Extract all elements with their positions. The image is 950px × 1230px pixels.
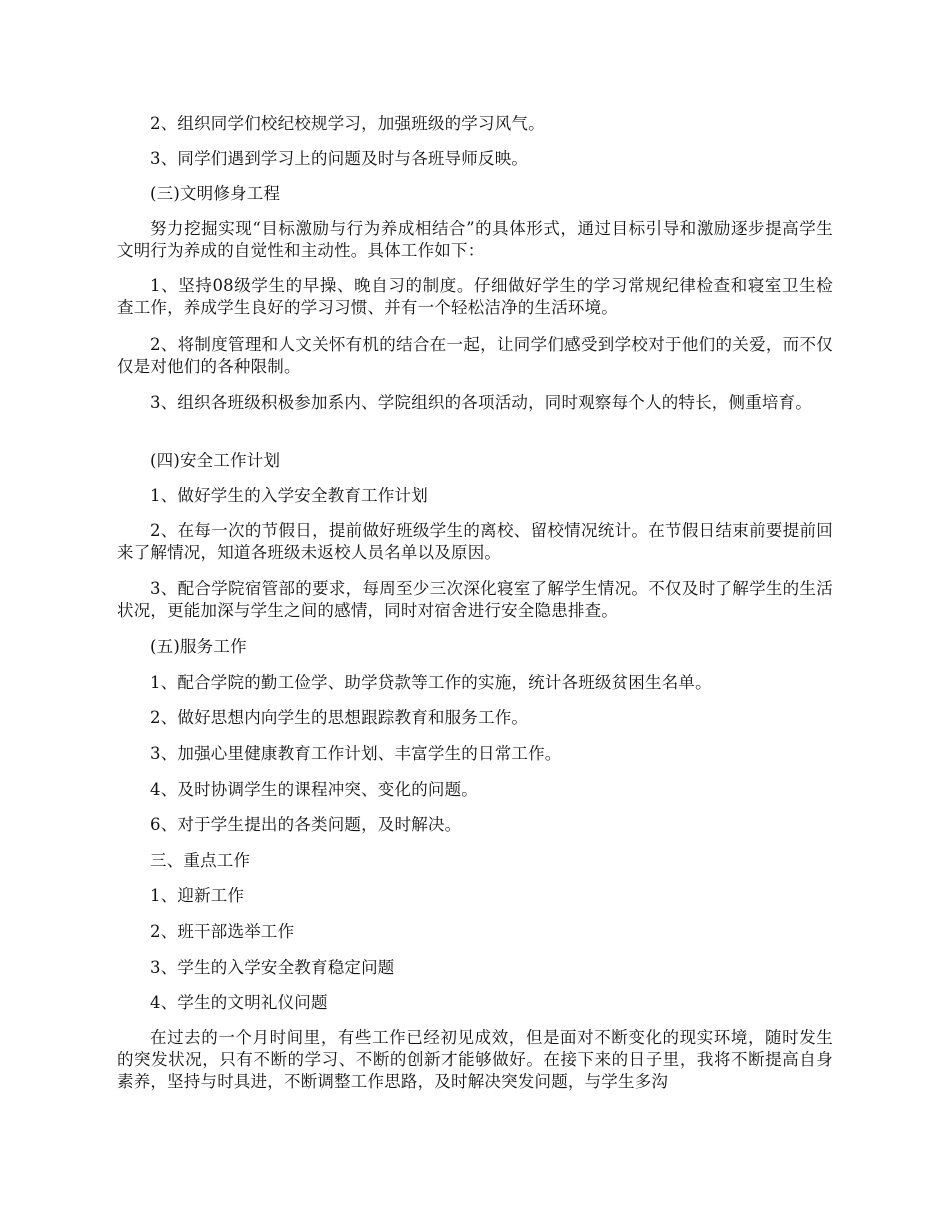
paragraph: 1、迎新工作 (150, 886, 245, 905)
section-heading: (五)服务工作 (150, 637, 247, 656)
paragraph: 2、将制度管理和人文关怀有机的结合在一起，让同学们感受到学校对于他们的关爱，而不仅仅是对他们的各种限制。 (117, 335, 833, 376)
paragraph: 1、坚持08级学生的早操、晚自习的制度。仔细做好学生的学习常规纪律检查和寝室卫生检查工作，养成学生良好的学习习惯、并有一个轻松洁净的生活环境。 (117, 276, 833, 317)
paragraph: 2、在每一次的节假日，提前做好班级学生的离校、留校情况统计。在节假日结束前要提前回来了解情况，知道各班级未返校人员名单以及原因。 (117, 521, 833, 562)
paragraph: 3、同学们遇到学习上的问题及时与各班导师反映。 (150, 149, 529, 168)
paragraph: 在过去的一个月时间里，有些工作已经初见成效，但是面对不断变化的现实环境，随时发生的突发状况，只有不断的学习、不断的创新才能够做好。在接下来的日子里，我将不断提高自身素养，坚持与时具进，不断调整工作思路，及时解决突发问题，与学生多沟 (117, 1028, 833, 1091)
paragraph: 2、组织同学们校纪校规学习，加强班级的学习风气。 (150, 114, 545, 133)
paragraph: 3、加强心里健康教育工作计划、丰富学生的日常工作。 (150, 744, 562, 763)
section-heading: (三)文明修身工程 (150, 184, 281, 203)
paragraph: 6、对于学生提出的各类问题，及时解决。 (150, 815, 462, 834)
section-heading: (四)安全工作计划 (150, 451, 281, 470)
paragraph: 1、配合学院的勤工俭学、助学贷款等工作的实施，统计各班级贫困生名单。 (150, 673, 712, 692)
paragraph: 4、学生的文明礼仪问题 (150, 993, 328, 1012)
paragraph: 努力挖掘实现“目标激励与行为养成相结合”的具体形式，通过目标引导和激励逐步提高学生文明行为养成的自觉性和主动性。具体工作如下： (117, 219, 833, 260)
paragraph: 2、做好思想内向学生的思想跟踪教育和服务工作。 (150, 708, 529, 727)
paragraph: 3、学生的入学安全教育稳定问题 (150, 958, 395, 977)
paragraph: 2、班干部选举工作 (150, 922, 295, 941)
paragraph: 3、配合学院宿管部的要求，每周至少三次深化寝室了解学生情况。不仅及时了解学生的生活状况，更能加深与学生之间的感情，同时对宿舍进行安全隐患排查。 (117, 579, 833, 620)
paragraph: 1、做好学生的入学安全教育工作计划 (150, 486, 428, 505)
section-heading: 三、重点工作 (150, 851, 251, 870)
paragraph: 4、及时协调学生的课程冲突、变化的问题。 (150, 780, 478, 799)
paragraph: 3、组织各班级积极参加系内、学院组织的各项活动，同时观察每个人的特长，侧重培育。 (150, 393, 812, 412)
